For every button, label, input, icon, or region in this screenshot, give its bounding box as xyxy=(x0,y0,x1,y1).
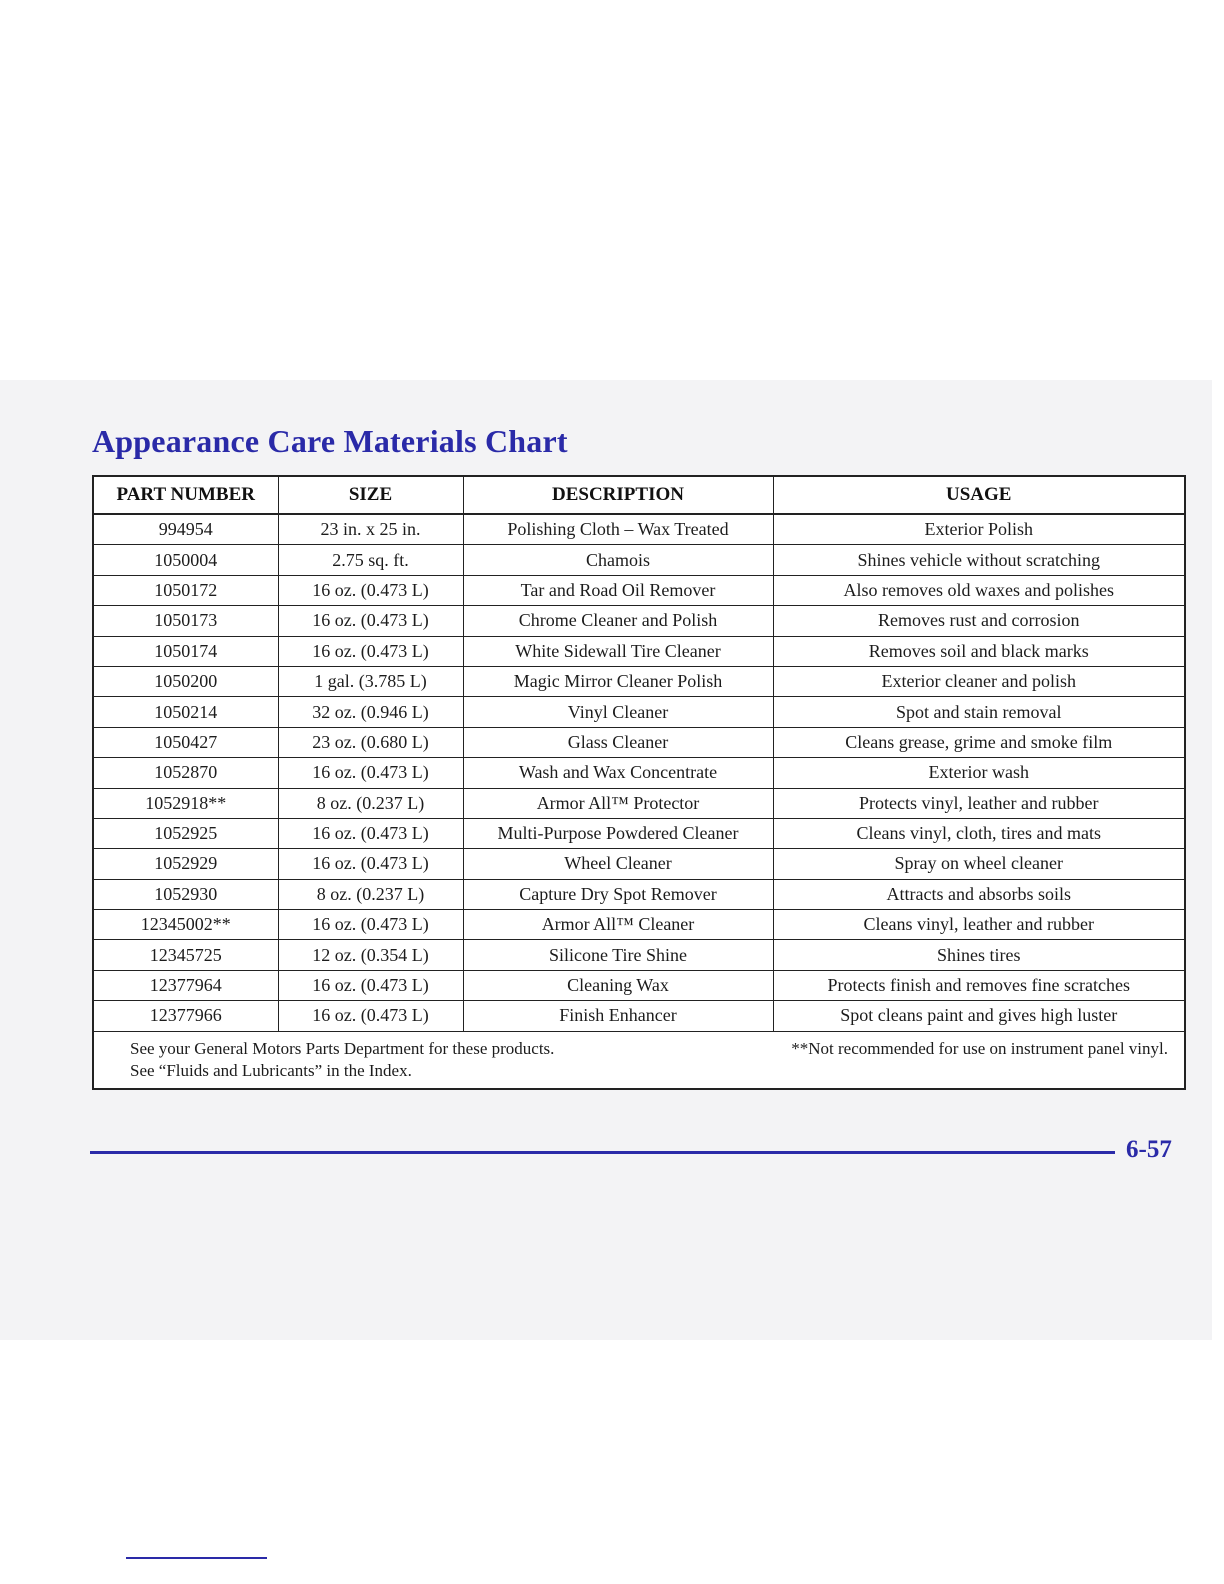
size-cell: 16 oz. (0.473 L) xyxy=(278,910,463,940)
table-row xyxy=(93,879,1185,909)
description-cell: Wash and Wax Concentrate xyxy=(463,758,773,788)
part-number-cell: 1052929 xyxy=(93,849,278,879)
size-cell: 16 oz. (0.473 L) xyxy=(278,575,463,605)
size-cell: 23 oz. (0.680 L) xyxy=(278,727,463,757)
usage-cell: Cleans grease, grime and smoke film xyxy=(773,727,1185,757)
description-cell: Armor All™ Protector xyxy=(463,788,773,818)
table-notes-row xyxy=(93,1031,1185,1089)
table-row xyxy=(93,545,1185,575)
description-cell: Polishing Cloth – Wax Treated xyxy=(463,514,773,545)
description-cell: Capture Dry Spot Remover xyxy=(463,879,773,909)
part-number-cell: 1050427 xyxy=(93,727,278,757)
description-cell: White Sidewall Tire Cleaner xyxy=(463,636,773,666)
usage-cell: Removes soil and black marks xyxy=(773,636,1185,666)
description-cell: Armor All™ Cleaner xyxy=(463,910,773,940)
part-number-cell: 1052925 xyxy=(93,818,278,848)
size-cell: 16 oz. (0.473 L) xyxy=(278,818,463,848)
usage-cell: Cleans vinyl, leather and rubber xyxy=(773,910,1185,940)
size-cell: 32 oz. (0.946 L) xyxy=(278,697,463,727)
table-body xyxy=(93,514,1185,1089)
usage-cell: Shines tires xyxy=(773,940,1185,970)
notes-line-1 xyxy=(130,1038,1168,1060)
part-number-cell: 1050172 xyxy=(93,575,278,605)
fluids-lubricants-note: See “Fluids and Lubricants” in the Index. xyxy=(130,1060,412,1080)
usage-cell: Exterior Polish xyxy=(773,514,1185,545)
part-number-cell: 12377966 xyxy=(93,1001,278,1031)
parts-department-note: See your General Motors Parts Department for these products. xyxy=(130,1038,555,1058)
size-cell: 16 oz. (0.473 L) xyxy=(278,758,463,788)
table-row xyxy=(93,697,1185,727)
part-number-cell: 1050174 xyxy=(93,636,278,666)
bottom-rule xyxy=(126,1557,267,1559)
part-number-cell: 1050173 xyxy=(93,606,278,636)
appearance-care-table xyxy=(92,475,1186,1090)
size-cell: 2.75 sq. ft. xyxy=(278,545,463,575)
table-row xyxy=(93,1001,1185,1031)
size-cell: 16 oz. (0.473 L) xyxy=(278,970,463,1000)
usage-cell: Exterior cleaner and polish xyxy=(773,666,1185,696)
description-cell: Magic Mirror Cleaner Polish xyxy=(463,666,773,696)
description-cell: Wheel Cleaner xyxy=(463,849,773,879)
header-size: SIZE xyxy=(278,476,463,514)
usage-cell: Removes rust and corrosion xyxy=(773,606,1185,636)
description-cell: Chrome Cleaner and Polish xyxy=(463,606,773,636)
table-notes xyxy=(93,1031,1185,1089)
part-number-cell: 1052870 xyxy=(93,758,278,788)
usage-cell: Also removes old waxes and polishes xyxy=(773,575,1185,605)
part-number-cell: 12345002** xyxy=(93,910,278,940)
size-cell: 16 oz. (0.473 L) xyxy=(278,636,463,666)
description-cell: Finish Enhancer xyxy=(463,1001,773,1031)
size-cell: 16 oz. (0.473 L) xyxy=(278,849,463,879)
description-cell: Glass Cleaner xyxy=(463,727,773,757)
table-row xyxy=(93,606,1185,636)
description-cell: Multi-Purpose Powdered Cleaner xyxy=(463,818,773,848)
part-number-cell: 994954 xyxy=(93,514,278,545)
table-row xyxy=(93,575,1185,605)
part-number-cell: 1050200 xyxy=(93,666,278,696)
table-row xyxy=(93,666,1185,696)
instrument-panel-footnote: **Not recommended for use on instrument panel vinyl. xyxy=(791,1038,1168,1058)
usage-cell: Spot cleans paint and gives high luster xyxy=(773,1001,1185,1031)
table-row xyxy=(93,818,1185,848)
usage-cell: Protects finish and removes fine scratches xyxy=(773,970,1185,1000)
part-number-cell: 12345725 xyxy=(93,940,278,970)
part-number-cell: 1052918** xyxy=(93,788,278,818)
table-row xyxy=(93,727,1185,757)
usage-cell: Spot and stain removal xyxy=(773,697,1185,727)
size-cell: 16 oz. (0.473 L) xyxy=(278,1001,463,1031)
header-description: DESCRIPTION xyxy=(463,476,773,514)
size-cell: 23 in. x 25 in. xyxy=(278,514,463,545)
usage-cell: Shines vehicle without scratching xyxy=(773,545,1185,575)
page-number: 6-57 xyxy=(1126,1136,1172,1163)
page-title: Appearance Care Materials Chart xyxy=(92,423,568,459)
part-number-cell: 1050004 xyxy=(93,545,278,575)
usage-cell: Protects vinyl, leather and rubber xyxy=(773,788,1185,818)
size-cell: 8 oz. (0.237 L) xyxy=(278,879,463,909)
description-cell: Silicone Tire Shine xyxy=(463,940,773,970)
table-header-row xyxy=(93,476,1185,514)
description-cell: Cleaning Wax xyxy=(463,970,773,1000)
table-row xyxy=(93,636,1185,666)
header-part-number: PART NUMBER xyxy=(93,476,278,514)
table-row xyxy=(93,514,1185,545)
description-cell: Chamois xyxy=(463,545,773,575)
size-cell: 8 oz. (0.237 L) xyxy=(278,788,463,818)
usage-cell: Spray on wheel cleaner xyxy=(773,849,1185,879)
header-usage: USAGE xyxy=(773,476,1185,514)
size-cell: 1 gal. (3.785 L) xyxy=(278,666,463,696)
size-cell: 16 oz. (0.473 L) xyxy=(278,606,463,636)
table-row xyxy=(93,910,1185,940)
table-row xyxy=(93,940,1185,970)
footer-rule xyxy=(90,1151,1115,1154)
table-row xyxy=(93,970,1185,1000)
table-row xyxy=(93,788,1185,818)
table-row xyxy=(93,849,1185,879)
usage-cell: Attracts and absorbs soils xyxy=(773,879,1185,909)
part-number-cell: 12377964 xyxy=(93,970,278,1000)
table-row xyxy=(93,758,1185,788)
usage-cell: Exterior wash xyxy=(773,758,1185,788)
part-number-cell: 1050214 xyxy=(93,697,278,727)
part-number-cell: 1052930 xyxy=(93,879,278,909)
description-cell: Tar and Road Oil Remover xyxy=(463,575,773,605)
usage-cell: Cleans vinyl, cloth, tires and mats xyxy=(773,818,1185,848)
description-cell: Vinyl Cleaner xyxy=(463,697,773,727)
size-cell: 12 oz. (0.354 L) xyxy=(278,940,463,970)
